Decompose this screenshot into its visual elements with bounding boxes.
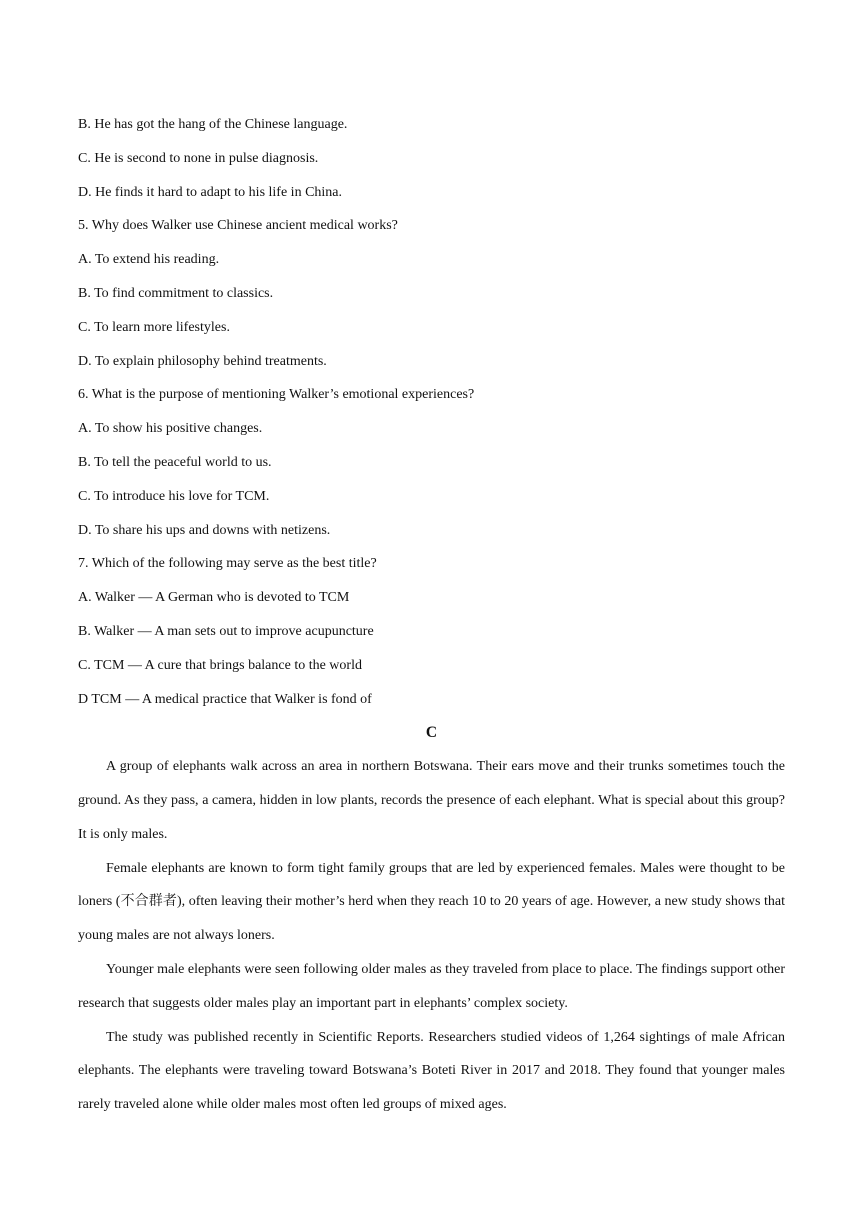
- question-4-options: [78, 108, 785, 209]
- q7-option-a: A. Walker — A German who is devoted to TCM: [78, 590, 350, 606]
- passage-paragraph: Younger male elephants were seen following older males as they traveled from place to place. The findings support other research that suggests older males play an important part in elephants’ complex society.: [78, 961, 785, 1011]
- question-6: [78, 378, 785, 547]
- q4-option-b: B. He has got the hang of the Chinese language.: [78, 117, 348, 132]
- q7-option-c: C. TCM — A cure that brings balance to the world: [78, 657, 362, 673]
- q5-stem: 5. Why does Walker use Chinese ancient medical works?: [78, 218, 398, 234]
- q6-option-d: D. To share his ups and downs with netizens.: [78, 522, 331, 538]
- q4-option-c: C. He is second to none in pulse diagnosis.: [78, 150, 319, 166]
- section-heading: C: [425, 724, 438, 742]
- question-7: [78, 547, 785, 716]
- q7-stem: 7. Which of the following may serve as the best title?: [78, 556, 377, 572]
- q5-option-b: B. To find commitment to classics.: [78, 285, 274, 301]
- q5-option-c: C. To learn more lifestyles.: [78, 319, 230, 335]
- q7-option-b: B. Walker — A man sets out to improve acupuncture: [78, 623, 374, 639]
- q6-option-b: B. To tell the peaceful world to us.: [78, 454, 272, 470]
- q5-option-a: A. To extend his reading.: [78, 252, 220, 268]
- question-5: [78, 209, 785, 378]
- q5-option-d: D. To explain philosophy behind treatments.: [78, 353, 327, 369]
- passage-paragraph: Female elephants are known to form tight family groups that are led by experienced females. Males were thought to be loners (不合群者), often leaving their mother’s herd when they reach 10 to 20 years of age. However, a new study shows that young males are not always loners.: [78, 860, 785, 944]
- passage-paragraph: The study was published recently in Scientific Reports. Researchers studied videos of 1,264 sightings of male African elephants. The elephants were traveling toward Botswana’s Boteti River in 2017 and 2018. They found that younger males rarely traveled alone while older males most often led groups of mixed ages.: [78, 1029, 785, 1113]
- passage-paragraph: A group of elephants walk across an area in northern Botswana. Their ears move and their trunks sometimes touch the ground. As they pass, a camera, hidden in low plants, records the presence of each elephant. What is special about this group? It is only males.: [78, 759, 785, 842]
- q4-option-d: D. He finds it hard to adapt to his life in China.: [78, 184, 343, 200]
- q7-option-d: D TCM — A medical practice that Walker is fond of: [78, 691, 372, 707]
- q6-stem: 6. What is the purpose of mentioning Walker’s emotional experiences?: [78, 387, 475, 403]
- section-c-passage: [78, 750, 785, 1122]
- q6-option-c: C. To introduce his love for TCM.: [78, 488, 270, 504]
- document-page: [78, 108, 785, 1122]
- q6-option-a: A. To show his positive changes.: [78, 421, 263, 437]
